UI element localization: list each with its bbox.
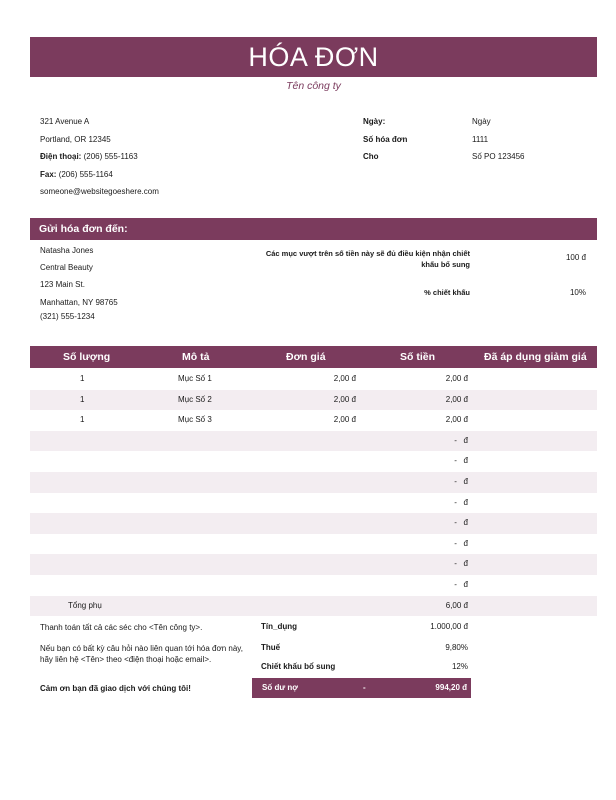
bill-to-address	[40, 242, 240, 323]
col-amount: Số tiền	[400, 351, 436, 363]
empty-currency: đ	[463, 435, 468, 445]
payable-note: Thanh toán tất cả các séc cho <Tên công ty>.	[40, 623, 203, 632]
credit-label: Tín_dụng	[261, 622, 297, 631]
invoice-number-label: Số hóa đơn	[363, 134, 408, 144]
empty-currency: đ	[463, 518, 468, 528]
extra-discount-label: Chiết khấu bổ sung	[261, 662, 336, 671]
sender-phone	[40, 148, 240, 166]
sender-street: 321 Avenue A	[40, 117, 90, 126]
table-row-empty	[30, 431, 597, 452]
empty-currency: đ	[463, 559, 468, 569]
table-row-empty	[30, 513, 597, 534]
row-amount: 2,00 đ	[445, 415, 468, 425]
balance-label: Số dư nợ	[262, 683, 298, 692]
col-discount-applied: Đã áp dụng giảm giá	[484, 351, 587, 363]
row-amount: 2,00 đ	[445, 394, 468, 404]
row-desc: Mục Số 2	[178, 394, 212, 404]
bill-to-name: Natasha Jones	[40, 246, 94, 255]
bill-to-heading: Gửi hóa đơn đến:	[30, 218, 597, 240]
empty-currency: đ	[463, 477, 468, 486]
row-qty: 1	[80, 415, 85, 425]
row-price: 2,00 đ	[333, 415, 356, 425]
empty-dash: -	[454, 559, 457, 569]
sender-city: Portland, OR 12345	[40, 134, 111, 144]
credit-value: 1.000,00 đ	[430, 622, 468, 631]
empty-currency: đ	[463, 580, 468, 589]
questions-note: Nếu bạn có bất kỳ câu hỏi nào liên quan tới hóa đơn này, hãy liên hệ <Tên> theo <điện thoại hoặc email>.	[40, 644, 243, 664]
empty-currency: đ	[463, 456, 468, 466]
tax-value: 9,80%	[445, 643, 468, 652]
subtotal-label: Tổng phụ	[68, 600, 102, 610]
thanks-note: Cảm ơn bạn đã giao dịch với chúng tôi!	[40, 684, 191, 693]
invoice-meta	[363, 113, 597, 166]
invoice-number-value: 1111	[472, 134, 489, 144]
balance-value: 994,20 đ	[435, 683, 467, 692]
sender-fax	[40, 166, 240, 184]
empty-dash: -	[454, 580, 457, 589]
tax-label: Thuế	[261, 643, 281, 652]
date-label: Ngày:	[363, 117, 386, 126]
discount-threshold-value: 100 đ	[565, 253, 586, 262]
table-row	[30, 410, 597, 431]
row-qty: 1	[80, 374, 85, 383]
row-price: 2,00 đ	[333, 374, 356, 383]
col-description: Mô tả	[182, 351, 210, 363]
sender-address	[40, 113, 240, 201]
row-amount: 2,00 đ	[445, 374, 468, 383]
table-row-empty	[30, 493, 597, 514]
discount-threshold-label: Các mục vượt trên số tiền này sẽ đủ điều kiện nhận chiết khấu bổ sung	[265, 249, 470, 269]
empty-dash: -	[454, 518, 457, 528]
empty-dash: -	[454, 435, 457, 445]
for-value: Số PO 123456	[472, 152, 525, 161]
date-value: Ngày	[472, 117, 491, 126]
table-row	[30, 369, 597, 390]
bill-to-city: Manhattan, NY 98765	[40, 297, 118, 307]
table-row-empty	[30, 575, 597, 596]
balance-dash: -	[363, 683, 366, 692]
table-row-empty	[30, 451, 597, 472]
bill-to-street: 123 Main St.	[40, 280, 85, 290]
fax-value: (206) 555-1164	[58, 169, 113, 179]
company-name: Tên công ty	[286, 80, 341, 92]
discount-percent-label: % chiết khấu	[424, 288, 470, 297]
row-desc: Mục Số 1	[178, 374, 212, 383]
col-unit-price: Đơn giá	[286, 351, 326, 363]
subtotal-value: 6,00 đ	[445, 600, 468, 610]
extra-discount-value: 12%	[451, 662, 468, 671]
discount-percent-value: 10%	[569, 288, 586, 297]
items-table-header	[30, 346, 597, 368]
table-row-empty	[30, 534, 597, 555]
empty-dash: -	[454, 456, 457, 466]
empty-currency: đ	[463, 538, 468, 548]
row-price: 2,00 đ	[333, 394, 356, 404]
empty-dash: -	[454, 538, 457, 548]
bill-to-phone: (321) 555-1234	[40, 311, 95, 321]
empty-dash: -	[454, 477, 457, 486]
phone-value: (206) 555-1163	[83, 152, 138, 161]
empty-dash: -	[454, 497, 457, 507]
table-row-empty	[30, 554, 597, 575]
row-desc: Mục Số 3	[178, 415, 212, 425]
col-quantity: Số lượng	[63, 351, 111, 363]
table-row-empty	[30, 472, 597, 493]
fax-label: Fax:	[40, 169, 57, 179]
invoice-title: HÓA ĐƠN	[30, 37, 597, 77]
empty-currency: đ	[463, 497, 468, 507]
bill-to-company: Central Beauty	[40, 263, 93, 273]
sender-email: someone@websitegoeshere.com	[40, 187, 159, 196]
balance-due-bar	[252, 678, 471, 698]
row-qty: 1	[80, 394, 85, 404]
phone-label: Điện thoại:	[40, 152, 82, 161]
for-label: Cho	[363, 152, 379, 161]
table-row	[30, 390, 597, 411]
subtotal-row	[30, 596, 597, 617]
